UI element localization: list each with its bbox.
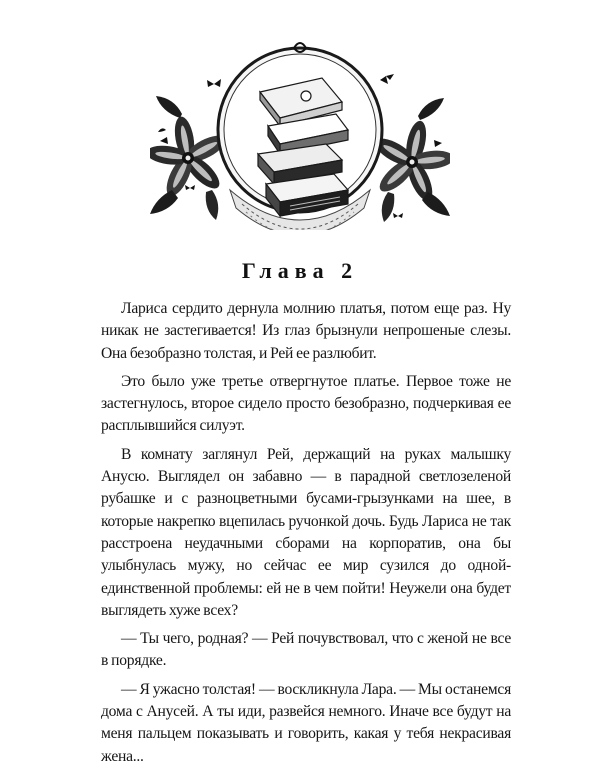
paragraph: Это было уже третье отвергнутое платье. Первое тоже не застегнулось, второе сидело просто безобразно, подчеркивая ее расплывшийся силуэт. [101,372,511,435]
paragraph: В комнату заглянул Рей, держащий на руках малышку Анусю. Выглядел он забавно — в парадной светлозеленой рубашке и с разноцветными бусами-грызунками на шее, в которые накрепко вцепилась ручонкой дочь. Будь Лариса не так расстроена неудачными сборами на корпоратив, она бы улыбнулась мужу, но сейчас ее мир сузился до одной-единственной проблемы: ей не в чем пойти! Неужели она будет выглядеть хуже всех? [101,445,511,619]
books-in-wreath-icon [150,40,450,230]
paragraph: — Я ужасно толстая! — воскликнула Лара. — Мы останемся дома с Анусей. А ты иди, развейся немного. Иначе все будут на меня пальцем показывать и говорить, какая у тебя некрасивая жена... [101,680,511,765]
paragraph: Лариса сердито дернула молнию платья, потом еще раз. Ну никак не застегивается! Из глаз брызнули непрошеные слезы. Она безобразно толстая, и Рей ее разлюбит. [101,300,511,362]
chapter-title: Глава 2 [241,258,359,283]
chapter-text [101,298,511,774]
paragraph: — Ты чего, родная? — Рей почувствовал, что с женой не все в порядке. [101,630,511,670]
right-flower-icon [371,74,450,222]
left-flower-icon [150,96,229,220]
